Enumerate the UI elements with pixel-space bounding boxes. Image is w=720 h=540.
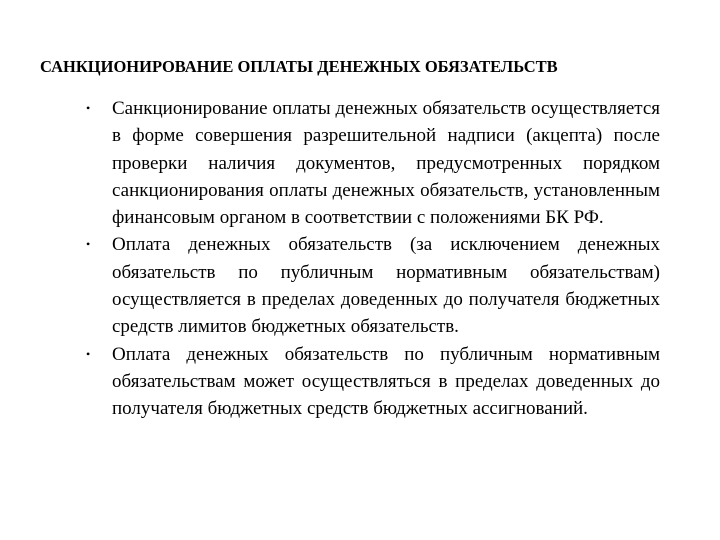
bullet-text: Оплата денежных обязательств (за исключением денежных обязательств по публичным нормативным обязательствам) осуществляется в пределах доведенных до получателя бюджетных средств лимитов бюджетных обязательств. (112, 234, 660, 338)
bullet-text: Оплата денежных обязательств по публичным нормативным обязательствам может осуществляться в пределах доведенных до получателя бюджетных средств бюджетных ассигнований. (112, 343, 660, 420)
bullet-icon: • (86, 237, 91, 252)
list-item (80, 95, 660, 231)
slide-title: САНКЦИОНИРОВАНИЕ ОПЛАТЫ ДЕНЕЖНЫХ ОБЯЗАТЕЛЬСТВ (40, 57, 558, 76)
bullet-text: Санкционирование оплаты денежных обязательств осуществляется в форме совершения разрешительной надписи (акцепта) после проверки наличия документов, предусмотренных порядком санкционирования оплаты денежных обязательств, установленным финансовым органом в соответствии с положениями БК РФ. (112, 98, 660, 229)
list-item (80, 341, 660, 423)
bullet-icon: • (86, 346, 91, 361)
bullet-list (80, 95, 660, 423)
list-item (80, 231, 660, 340)
bullet-icon: • (86, 101, 91, 115)
